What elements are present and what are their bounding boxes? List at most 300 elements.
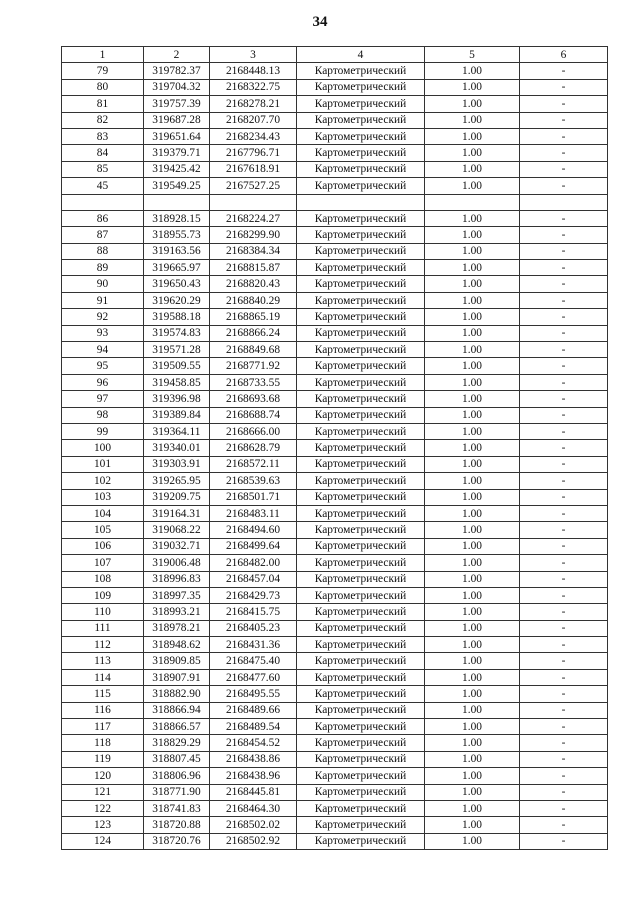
column-header-6: 6 — [520, 47, 608, 63]
cell-accuracy: 1.00 — [425, 342, 520, 358]
cell-point-number: 112 — [62, 637, 144, 653]
cell-method: Картометрический — [297, 260, 425, 276]
cell-accuracy: 1.00 — [425, 260, 520, 276]
cell-note: - — [520, 800, 608, 816]
cell-x-coordinate: 318806.96 — [144, 768, 210, 784]
cell-x-coordinate: 319209.75 — [144, 489, 210, 505]
table-row — [62, 768, 608, 784]
header-row — [62, 47, 608, 63]
cell-method: Картометрический — [297, 63, 425, 79]
cell-method: Картометрический — [297, 637, 425, 653]
cell-method: Картометрический — [297, 276, 425, 292]
cell-y-coordinate: 2168445.81 — [210, 784, 297, 800]
cell-accuracy: 1.00 — [425, 555, 520, 571]
cell-note: - — [520, 210, 608, 226]
cell-method: Картометрический — [297, 768, 425, 784]
cell-method: Картометрический — [297, 686, 425, 702]
cell-method: Картометрический — [297, 522, 425, 538]
cell-note: - — [520, 79, 608, 95]
cell-note: - — [520, 456, 608, 472]
cell-y-coordinate: 2168539.63 — [210, 473, 297, 489]
cell-point-number: 101 — [62, 456, 144, 472]
table-row — [62, 227, 608, 243]
cell-accuracy: 1.00 — [425, 604, 520, 620]
cell-accuracy: 1.00 — [425, 161, 520, 177]
cell-point-number: 105 — [62, 522, 144, 538]
table-row — [62, 96, 608, 112]
cell-accuracy: 1.00 — [425, 456, 520, 472]
table-row — [62, 63, 608, 79]
cell-point-number: 104 — [62, 505, 144, 521]
cell-point-number: 118 — [62, 735, 144, 751]
cell-x-coordinate: 318996.83 — [144, 571, 210, 587]
cell-point-number: 96 — [62, 374, 144, 390]
cell-point-number — [62, 194, 144, 210]
cell-accuracy: 1.00 — [425, 800, 520, 816]
cell-point-number: 92 — [62, 309, 144, 325]
cell-x-coordinate: 318882.90 — [144, 686, 210, 702]
table-row — [62, 587, 608, 603]
cell-y-coordinate: 2168482.00 — [210, 555, 297, 571]
cell-note: - — [520, 505, 608, 521]
cell-point-number: 83 — [62, 128, 144, 144]
cell-accuracy: 1.00 — [425, 653, 520, 669]
table-row — [62, 800, 608, 816]
cell-note: - — [520, 358, 608, 374]
cell-y-coordinate: 2167796.71 — [210, 145, 297, 161]
cell-accuracy: 1.00 — [425, 686, 520, 702]
cell-accuracy: 1.00 — [425, 768, 520, 784]
cell-method: Картометрический — [297, 96, 425, 112]
cell-method: Картометрический — [297, 456, 425, 472]
cell-method: Картометрический — [297, 342, 425, 358]
cell-point-number: 100 — [62, 440, 144, 456]
table-row — [62, 538, 608, 554]
cell-method: Картометрический — [297, 817, 425, 833]
cell-x-coordinate: 318907.91 — [144, 669, 210, 685]
cell-point-number: 91 — [62, 292, 144, 308]
cell-y-coordinate: 2168489.54 — [210, 719, 297, 735]
cell-y-coordinate: 2168849.68 — [210, 342, 297, 358]
cell-point-number: 103 — [62, 489, 144, 505]
cell-point-number: 95 — [62, 358, 144, 374]
table-row — [62, 260, 608, 276]
cell-y-coordinate: 2168502.02 — [210, 817, 297, 833]
cell-method: Картометрический — [297, 391, 425, 407]
cell-accuracy: 1.00 — [425, 243, 520, 259]
cell-method: Картометрический — [297, 571, 425, 587]
cell-note: - — [520, 555, 608, 571]
cell-note: - — [520, 833, 608, 849]
cell-method: Картометрический — [297, 407, 425, 423]
cell-x-coordinate: 318807.45 — [144, 751, 210, 767]
cell-method: Картометрический — [297, 325, 425, 341]
cell-accuracy: 1.00 — [425, 637, 520, 653]
cell-note: - — [520, 309, 608, 325]
cell-accuracy: 1.00 — [425, 112, 520, 128]
cell-note: - — [520, 587, 608, 603]
table-row — [62, 309, 608, 325]
table-row — [62, 79, 608, 95]
table-row — [62, 374, 608, 390]
cell-y-coordinate: 2168820.43 — [210, 276, 297, 292]
cell-method: Картометрический — [297, 833, 425, 849]
cell-accuracy: 1.00 — [425, 227, 520, 243]
cell-y-coordinate: 2168475.40 — [210, 653, 297, 669]
cell-method: Картометрический — [297, 604, 425, 620]
table-row — [62, 456, 608, 472]
cell-point-number: 45 — [62, 178, 144, 194]
cell-point-number: 113 — [62, 653, 144, 669]
cell-method: Картометрический — [297, 161, 425, 177]
cell-accuracy: 1.00 — [425, 145, 520, 161]
coordinates-table — [61, 46, 608, 850]
cell-note: - — [520, 784, 608, 800]
table-row — [62, 505, 608, 521]
cell-y-coordinate: 2167618.91 — [210, 161, 297, 177]
table-row — [62, 391, 608, 407]
cell-method: Картометрический — [297, 227, 425, 243]
cell-x-coordinate: 318741.83 — [144, 800, 210, 816]
cell-note: - — [520, 686, 608, 702]
table-body — [62, 47, 608, 850]
cell-y-coordinate: 2168415.75 — [210, 604, 297, 620]
cell-note: - — [520, 768, 608, 784]
cell-accuracy: 1.00 — [425, 571, 520, 587]
cell-accuracy: 1.00 — [425, 702, 520, 718]
cell-point-number: 107 — [62, 555, 144, 571]
cell-method: Картометрический — [297, 555, 425, 571]
cell-y-coordinate: 2168384.34 — [210, 243, 297, 259]
cell-point-number: 85 — [62, 161, 144, 177]
cell-x-coordinate: 319425.42 — [144, 161, 210, 177]
cell-point-number: 108 — [62, 571, 144, 587]
cell-y-coordinate: 2168499.64 — [210, 538, 297, 554]
column-header-1: 1 — [62, 47, 144, 63]
cell-note: - — [520, 473, 608, 489]
cell-note: - — [520, 178, 608, 194]
cell-x-coordinate: 319364.11 — [144, 423, 210, 439]
cell-method: Картометрический — [297, 440, 425, 456]
cell-accuracy: 1.00 — [425, 833, 520, 849]
cell-method: Картометрический — [297, 751, 425, 767]
cell-y-coordinate: 2168865.19 — [210, 309, 297, 325]
cell-method: Картометрический — [297, 358, 425, 374]
cell-y-coordinate: 2168207.70 — [210, 112, 297, 128]
cell-note: - — [520, 276, 608, 292]
cell-note: - — [520, 407, 608, 423]
cell-x-coordinate: 318909.85 — [144, 653, 210, 669]
cell-point-number: 122 — [62, 800, 144, 816]
cell-x-coordinate: 319303.91 — [144, 456, 210, 472]
cell-accuracy: 1.00 — [425, 423, 520, 439]
cell-note: - — [520, 522, 608, 538]
cell-accuracy: 1.00 — [425, 817, 520, 833]
cell-y-coordinate: 2168299.90 — [210, 227, 297, 243]
cell-point-number: 82 — [62, 112, 144, 128]
cell-x-coordinate: 319265.95 — [144, 473, 210, 489]
cell-note: - — [520, 735, 608, 751]
cell-accuracy: 1.00 — [425, 309, 520, 325]
cell-y-coordinate: 2167527.25 — [210, 178, 297, 194]
cell-x-coordinate: 318866.94 — [144, 702, 210, 718]
table-row — [62, 276, 608, 292]
cell-note: - — [520, 604, 608, 620]
cell-point-number: 106 — [62, 538, 144, 554]
cell-x-coordinate: 319163.56 — [144, 243, 210, 259]
cell-accuracy: 1.00 — [425, 784, 520, 800]
cell-x-coordinate: 319032.71 — [144, 538, 210, 554]
cell-x-coordinate — [144, 194, 210, 210]
cell-y-coordinate: 2168489.66 — [210, 702, 297, 718]
cell-point-number: 94 — [62, 342, 144, 358]
table-row — [62, 571, 608, 587]
cell-note: - — [520, 637, 608, 653]
table-row — [62, 784, 608, 800]
cell-accuracy: 1.00 — [425, 358, 520, 374]
cell-method: Картометрический — [297, 620, 425, 636]
cell-accuracy: 1.00 — [425, 620, 520, 636]
table-row — [62, 194, 608, 210]
table-row — [62, 292, 608, 308]
cell-x-coordinate: 318720.88 — [144, 817, 210, 833]
table-row — [62, 751, 608, 767]
cell-x-coordinate: 319687.28 — [144, 112, 210, 128]
cell-note: - — [520, 669, 608, 685]
cell-method: Картометрический — [297, 145, 425, 161]
cell-y-coordinate: 2168688.74 — [210, 407, 297, 423]
table-row — [62, 620, 608, 636]
cell-accuracy: 1.00 — [425, 374, 520, 390]
cell-point-number: 115 — [62, 686, 144, 702]
cell-x-coordinate: 318866.57 — [144, 719, 210, 735]
cell-point-number: 93 — [62, 325, 144, 341]
table-row — [62, 325, 608, 341]
table-row — [62, 407, 608, 423]
column-header-5: 5 — [425, 47, 520, 63]
cell-accuracy: 1.00 — [425, 325, 520, 341]
cell-note: - — [520, 63, 608, 79]
cell-note: - — [520, 751, 608, 767]
cell-x-coordinate: 318978.21 — [144, 620, 210, 636]
cell-method: Картометрический — [297, 112, 425, 128]
cell-x-coordinate: 319574.83 — [144, 325, 210, 341]
cell-x-coordinate: 319620.29 — [144, 292, 210, 308]
cell-y-coordinate: 2168234.43 — [210, 128, 297, 144]
table-row — [62, 473, 608, 489]
cell-y-coordinate: 2168454.52 — [210, 735, 297, 751]
cell-y-coordinate: 2168438.96 — [210, 768, 297, 784]
cell-x-coordinate: 319571.28 — [144, 342, 210, 358]
cell-y-coordinate: 2168405.23 — [210, 620, 297, 636]
table-row — [62, 669, 608, 685]
cell-x-coordinate: 319509.55 — [144, 358, 210, 374]
cell-note: - — [520, 112, 608, 128]
cell-point-number: 111 — [62, 620, 144, 636]
cell-x-coordinate: 319006.48 — [144, 555, 210, 571]
cell-method: Картометрический — [297, 538, 425, 554]
cell-accuracy: 1.00 — [425, 489, 520, 505]
cell-point-number: 121 — [62, 784, 144, 800]
cell-x-coordinate: 319164.31 — [144, 505, 210, 521]
cell-point-number: 124 — [62, 833, 144, 849]
cell-y-coordinate: 2168483.11 — [210, 505, 297, 521]
cell-note: - — [520, 292, 608, 308]
cell-point-number: 98 — [62, 407, 144, 423]
cell-x-coordinate: 319389.84 — [144, 407, 210, 423]
cell-y-coordinate: 2168438.86 — [210, 751, 297, 767]
column-header-3: 3 — [210, 47, 297, 63]
cell-note: - — [520, 374, 608, 390]
cell-accuracy: 1.00 — [425, 210, 520, 226]
cell-y-coordinate: 2168431.36 — [210, 637, 297, 653]
cell-accuracy — [425, 194, 520, 210]
cell-method: Картометрический — [297, 735, 425, 751]
cell-x-coordinate: 319651.64 — [144, 128, 210, 144]
cell-point-number: 90 — [62, 276, 144, 292]
cell-y-coordinate: 2168501.71 — [210, 489, 297, 505]
cell-x-coordinate: 318829.29 — [144, 735, 210, 751]
cell-point-number: 84 — [62, 145, 144, 161]
cell-method: Картометрический — [297, 784, 425, 800]
column-header-2: 2 — [144, 47, 210, 63]
cell-accuracy: 1.00 — [425, 751, 520, 767]
table-row — [62, 702, 608, 718]
cell-accuracy: 1.00 — [425, 538, 520, 554]
table-row — [62, 178, 608, 194]
cell-method — [297, 194, 425, 210]
cell-x-coordinate: 319588.18 — [144, 309, 210, 325]
cell-y-coordinate: 2168322.75 — [210, 79, 297, 95]
cell-note: - — [520, 817, 608, 833]
table-row — [62, 423, 608, 439]
table-row — [62, 833, 608, 849]
cell-method: Картометрический — [297, 178, 425, 194]
cell-y-coordinate: 2168628.79 — [210, 440, 297, 456]
cell-method: Картометрический — [297, 243, 425, 259]
cell-note: - — [520, 227, 608, 243]
table-row — [62, 489, 608, 505]
cell-method: Картометрический — [297, 800, 425, 816]
cell-note: - — [520, 538, 608, 554]
cell-y-coordinate: 2168815.87 — [210, 260, 297, 276]
cell-y-coordinate: 2168464.30 — [210, 800, 297, 816]
table-row — [62, 735, 608, 751]
table-row — [62, 342, 608, 358]
cell-accuracy: 1.00 — [425, 505, 520, 521]
cell-x-coordinate: 319068.22 — [144, 522, 210, 538]
cell-method: Картометрический — [297, 374, 425, 390]
cell-note: - — [520, 325, 608, 341]
cell-y-coordinate: 2168477.60 — [210, 669, 297, 685]
cell-point-number: 79 — [62, 63, 144, 79]
cell-x-coordinate: 319379.71 — [144, 145, 210, 161]
table-row — [62, 210, 608, 226]
cell-method: Картометрический — [297, 79, 425, 95]
cell-y-coordinate: 2168495.55 — [210, 686, 297, 702]
cell-point-number: 119 — [62, 751, 144, 767]
cell-accuracy: 1.00 — [425, 407, 520, 423]
cell-y-coordinate: 2168733.55 — [210, 374, 297, 390]
cell-y-coordinate: 2168278.21 — [210, 96, 297, 112]
cell-method: Картометрический — [297, 505, 425, 521]
cell-accuracy: 1.00 — [425, 522, 520, 538]
cell-note: - — [520, 96, 608, 112]
cell-point-number: 87 — [62, 227, 144, 243]
cell-note: - — [520, 243, 608, 259]
cell-accuracy: 1.00 — [425, 79, 520, 95]
cell-note: - — [520, 128, 608, 144]
table-row — [62, 817, 608, 833]
cell-accuracy: 1.00 — [425, 128, 520, 144]
cell-point-number: 81 — [62, 96, 144, 112]
cell-point-number: 123 — [62, 817, 144, 833]
cell-accuracy: 1.00 — [425, 391, 520, 407]
cell-x-coordinate: 318928.15 — [144, 210, 210, 226]
cell-y-coordinate: 2168224.27 — [210, 210, 297, 226]
cell-x-coordinate: 319396.98 — [144, 391, 210, 407]
cell-note: - — [520, 719, 608, 735]
table-row — [62, 243, 608, 259]
cell-point-number: 102 — [62, 473, 144, 489]
cell-method: Картометрический — [297, 489, 425, 505]
cell-accuracy: 1.00 — [425, 96, 520, 112]
cell-method: Картометрический — [297, 702, 425, 718]
cell-method: Картометрический — [297, 292, 425, 308]
cell-y-coordinate: 2168866.24 — [210, 325, 297, 341]
cell-y-coordinate: 2168572.11 — [210, 456, 297, 472]
cell-point-number: 97 — [62, 391, 144, 407]
cell-method: Картометрический — [297, 587, 425, 603]
cell-note: - — [520, 653, 608, 669]
cell-x-coordinate: 318993.21 — [144, 604, 210, 620]
cell-method: Картометрический — [297, 473, 425, 489]
cell-y-coordinate: 2168494.60 — [210, 522, 297, 538]
cell-point-number: 99 — [62, 423, 144, 439]
table-row — [62, 128, 608, 144]
table-row — [62, 653, 608, 669]
cell-y-coordinate: 2168666.00 — [210, 423, 297, 439]
table-row — [62, 637, 608, 653]
cell-x-coordinate: 318948.62 — [144, 637, 210, 653]
cell-note — [520, 194, 608, 210]
cell-note: - — [520, 391, 608, 407]
cell-point-number: 86 — [62, 210, 144, 226]
cell-note: - — [520, 145, 608, 161]
table-row — [62, 719, 608, 735]
cell-note: - — [520, 571, 608, 587]
table-row — [62, 604, 608, 620]
cell-accuracy: 1.00 — [425, 292, 520, 308]
cell-y-coordinate: 2168502.92 — [210, 833, 297, 849]
table-row — [62, 522, 608, 538]
cell-y-coordinate: 2168448.13 — [210, 63, 297, 79]
cell-point-number: 114 — [62, 669, 144, 685]
cell-point-number: 89 — [62, 260, 144, 276]
cell-point-number: 110 — [62, 604, 144, 620]
cell-note: - — [520, 702, 608, 718]
cell-point-number: 120 — [62, 768, 144, 784]
cell-point-number: 116 — [62, 702, 144, 718]
cell-accuracy: 1.00 — [425, 735, 520, 751]
cell-method: Картометрический — [297, 653, 425, 669]
table-row — [62, 358, 608, 374]
cell-method: Картометрический — [297, 128, 425, 144]
cell-note: - — [520, 620, 608, 636]
cell-x-coordinate: 318720.76 — [144, 833, 210, 849]
cell-y-coordinate — [210, 194, 297, 210]
cell-note: - — [520, 161, 608, 177]
